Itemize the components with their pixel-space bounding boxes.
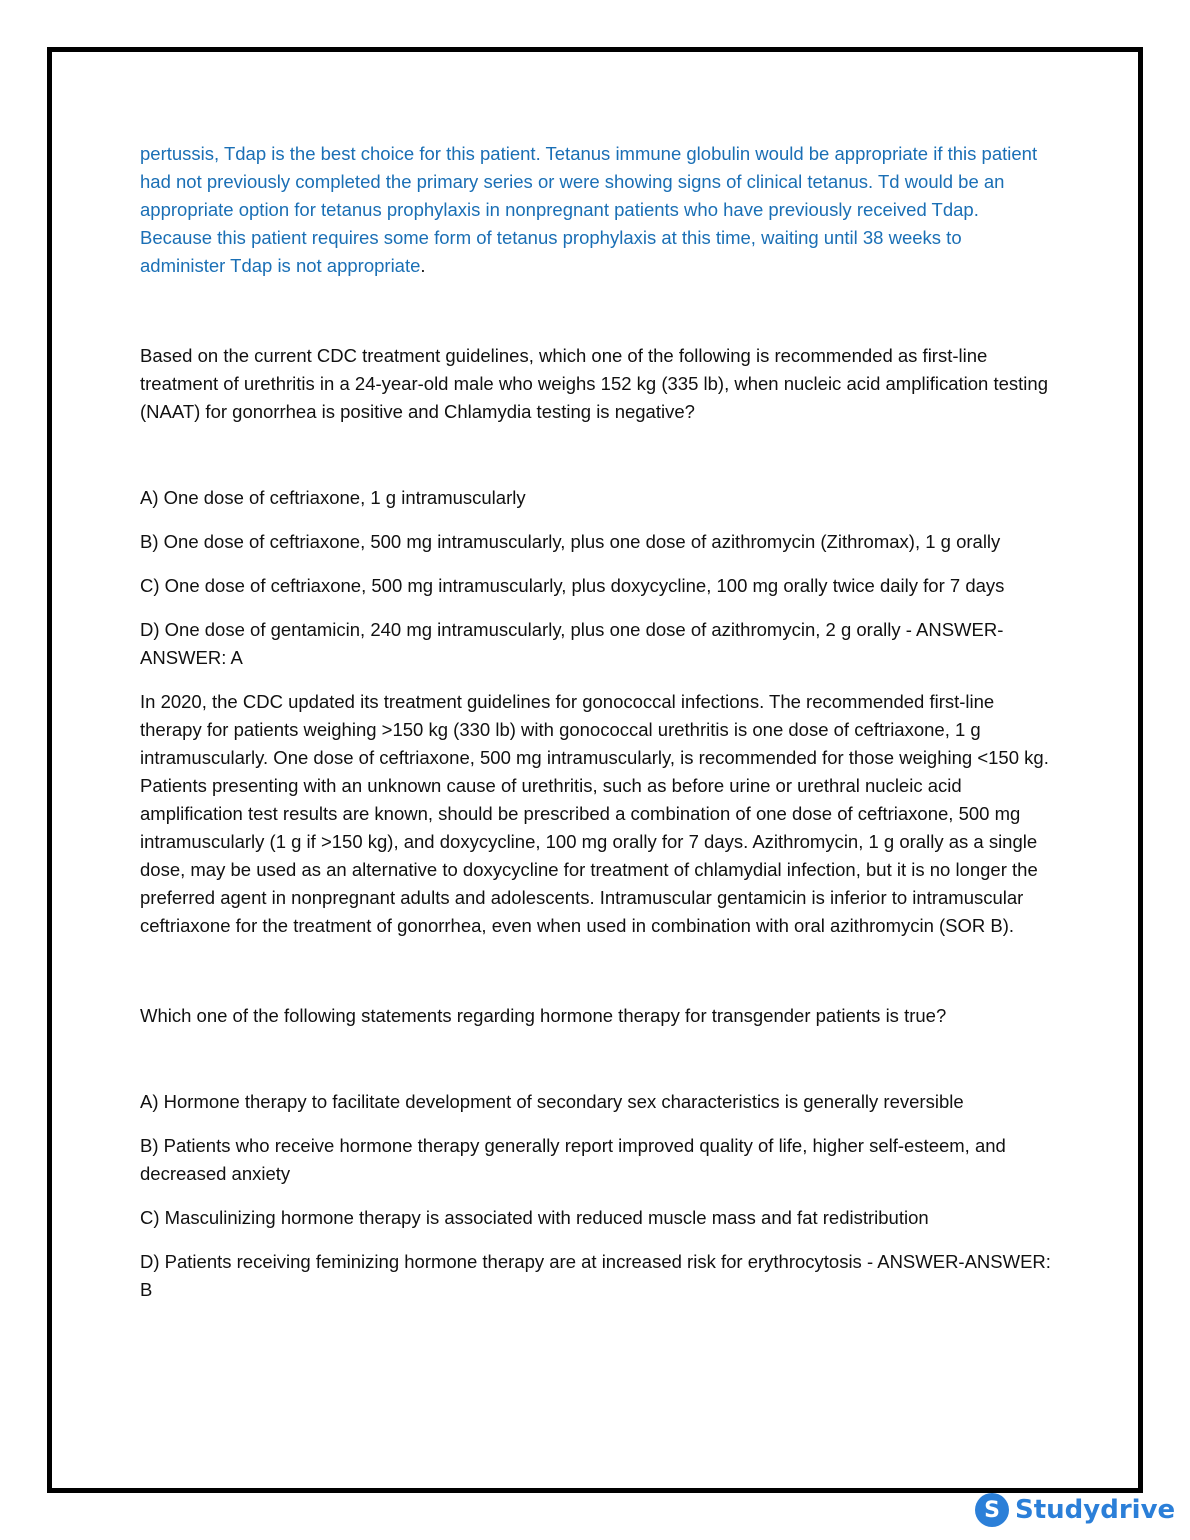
q2-option-b: B) Patients who receive hormone therapy generally report improved quality of life, higher self-esteem, and decreased anxiety — [140, 1135, 1006, 1184]
intro-paragraph — [140, 140, 1052, 280]
q2-option-d: D) Patients receiving feminizing hormone therapy are at increased risk for erythrocytosis - ANSWER-ANSWER: B — [140, 1251, 1051, 1300]
intro-period: . — [420, 255, 426, 276]
document-body — [140, 140, 1052, 1304]
intro-answer-explanation: pertussis, Tdap is the best choice for this patient. Tetanus immune globulin would be appropriate if this patient had not previously completed the primary series or were showing signs of clinical tetanus. Td would be an appropriate option for tetanus prophylaxis in nonpregnant patients who have previously received Tdap. Because this patient requires some form of tetanus prophylaxis at this time, waiting until 38 weeks to administer Tdap is not appropriate — [140, 143, 1038, 276]
q1-option-b: B) One dose of ceftriaxone, 500 mg intramuscularly, plus one dose of azithromycin (Zithromax), 1 g orally — [140, 531, 1001, 552]
q2-question: Which one of the following statements regarding hormone therapy for transgender patients is true? — [140, 1005, 947, 1026]
studydrive-logo[interactable] — [975, 1493, 1175, 1527]
q2-option-c: C) Masculinizing hormone therapy is associated with reduced muscle mass and fat redistribution — [140, 1207, 929, 1228]
studydrive-wordmark: Studydrive — [1015, 1495, 1176, 1525]
q1-question: Based on the current CDC treatment guidelines, which one of the following is recommended as first-line treatment of urethritis in a 24-year-old male who weighs 152 kg (335 lb), when nucleic acid amplification testing (NAAT) for gonorrhea is positive and Chlamydia testing is negative? — [140, 345, 1048, 422]
q1-option-a: A) One dose of ceftriaxone, 1 g intramuscularly — [140, 487, 526, 508]
q2-option-a: A) Hormone therapy to facilitate development of secondary sex characteristics is generally reversible — [140, 1091, 964, 1112]
q1-explanation: In 2020, the CDC updated its treatment guidelines for gonococcal infections. The recommended first-line therapy for patients weighing >150 kg (330 lb) with gonococcal urethritis is one dose of ceftriaxone, 1 g intramuscularly. One dose of ceftriaxone, 500 mg intramuscularly, is recommended for those weighing <150 kg. Patients presenting with an unknown cause of urethritis, such as before urine or urethral nucleic acid amplification test results are known, should be prescribed a combination of one dose of ceftriaxone, 500 mg intramuscularly (1 g if >150 kg), and doxycycline, 100 mg orally for 7 days. Azithromycin, 1 g orally as a single dose, may be used as an alternative to doxycycline for treatment of chlamydial infection, but it is no longer the preferred agent in nonpregnant adults and adolescents. Intramuscular gentamicin is inferior to intramuscular ceftriaxone for the treatment of gonorrhea, even when used in combination with oral azithromycin (SOR B). — [140, 691, 1049, 936]
q1-option-d: D) One dose of gentamicin, 240 mg intramuscularly, plus one dose of azithromycin, 2 g orally - ANSWER-ANSWER: A — [140, 619, 1004, 668]
studydrive-logo-icon: S — [975, 1493, 1009, 1527]
q1-option-c: C) One dose of ceftriaxone, 500 mg intramuscularly, plus doxycycline, 100 mg orally twice daily for 7 days — [140, 575, 1005, 596]
